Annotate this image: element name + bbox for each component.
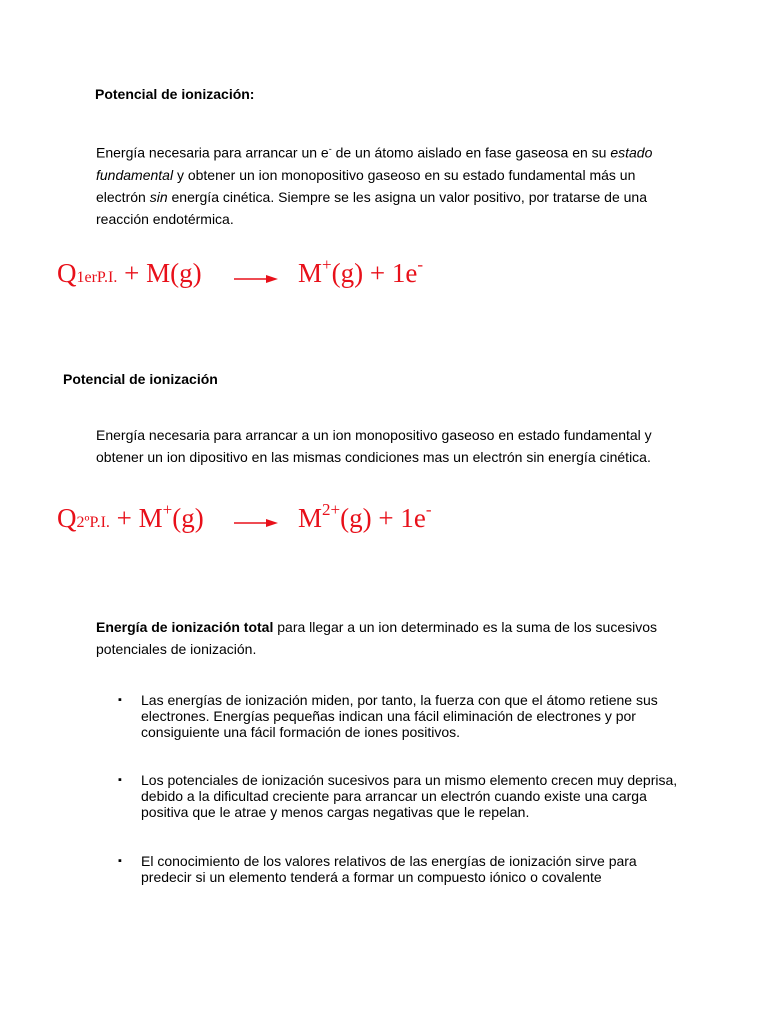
reaction-arrow-icon bbox=[232, 272, 280, 286]
section-title-2: Potencial de ionización bbox=[63, 371, 218, 387]
section-title-1: Potencial de ionización: bbox=[95, 86, 255, 102]
list-item: ▪ El conocimiento de los valores relativos de las energías de ionización sirve para predecir si un elemento tenderá a formar un compuesto iónico o covalente bbox=[118, 853, 637, 885]
bullet-icon: ▪ bbox=[118, 855, 122, 867]
total-ionization-paragraph: Energía de ionización total para llegar a un ion determinado es la suma de los sucesivos potenciales de ionización. bbox=[96, 619, 658, 657]
equation-first-ionization-rhs: M+(g) + 1e- bbox=[298, 255, 423, 288]
equation-second-ionization-lhs: Q2ºP.I. + M+(g) bbox=[57, 500, 204, 533]
definition-paragraph-2: Energía necesaria para arrancar a un ion monopositivo gaseoso en estado fundamental y obtener un ion dipositivo en las mismas condiciones mas un electrón sin energía cinética. bbox=[96, 427, 652, 465]
definition-paragraph-1: Energía necesaria para arrancar un e- de un átomo aislado en fase gaseosa en su estado fundamental y obtener un ion monopositivo gaseoso en su estado fundamental más un electrón sin energía cinética. Siempre se les asigna un valor positivo, por tratarse de una reacción endotérmica. bbox=[96, 144, 653, 227]
reaction-arrow-icon bbox=[232, 516, 280, 530]
list-item: ▪ Las energías de ionización miden, por tanto, la fuerza con que el átomo retiene sus electrones. Energías pequeñas indican una fácil eliminación de electrones y por consiguiente una fácil formación de iones positivos. bbox=[118, 692, 658, 740]
bullet-icon: ▪ bbox=[118, 694, 122, 706]
equation-first-ionization-lhs: Q1erP.I. + M(g) bbox=[57, 258, 202, 288]
bullet-icon: ▪ bbox=[118, 774, 122, 786]
list-item: ▪ Los potenciales de ionización sucesivos para un mismo elemento crecen muy deprisa, debido a la dificultad creciente para arrancar un electrón cuando existe una carga positiva que le atrae y menos cargas negativas que le repelan. bbox=[118, 772, 678, 820]
equation-second-ionization-rhs: $M^{2+}(g) + 1e^-$ bbox=[298, 500, 432, 533]
